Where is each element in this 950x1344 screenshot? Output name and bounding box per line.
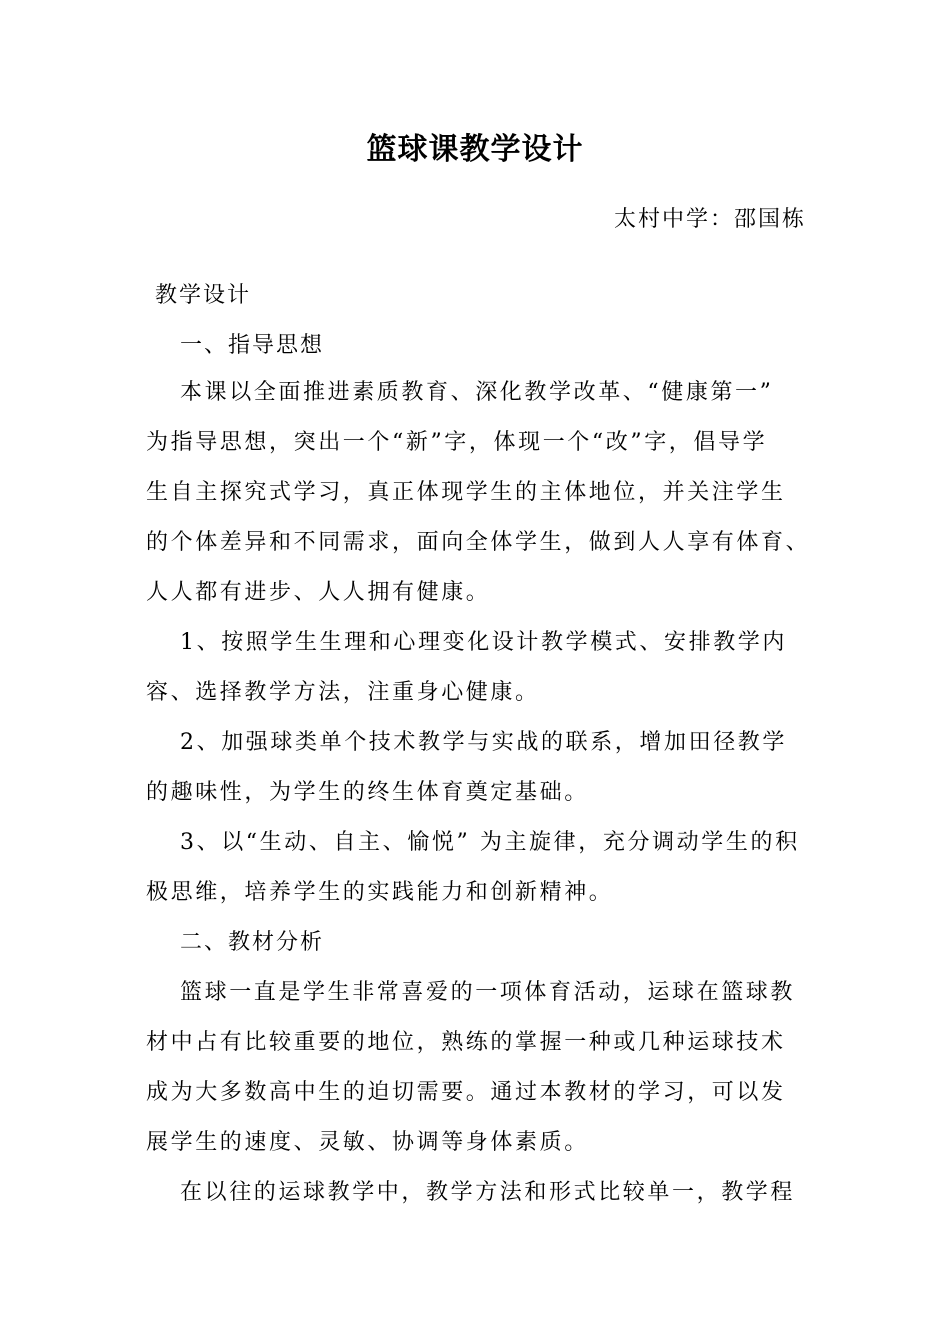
- list-item-line: 2、加强球类单个技术教学与实战的联系，增加田径教学: [180, 730, 787, 755]
- heading-guiding-ideology: 一、指导思想: [180, 333, 325, 358]
- paragraph-line: 展学生的速度、灵敏、协调等身体素质。: [146, 1130, 589, 1155]
- list-item-line: 1、按照学生生理和心理变化设计教学模式、安排教学内: [180, 630, 787, 655]
- document-title: 篮球课教学设计: [366, 132, 584, 167]
- paragraph-line: 材中占有比较重要的地位，熟练的掌握一种或几种运球技术: [146, 1030, 786, 1055]
- paragraph-line: 篮球一直是学生非常喜爱的一项体育活动，运球在篮球教: [180, 980, 796, 1005]
- list-item-line: 极思维，培养学生的实践能力和创新精神。: [146, 880, 614, 905]
- paragraph-line: 人人都有进步、人人拥有健康。: [146, 580, 491, 605]
- section-label: 教学设计: [155, 283, 252, 308]
- paragraph-line: 的个体差异和不同需求，面向全体学生，做到人人享有体育、: [146, 530, 811, 555]
- paragraph-line: 为指导思想，突出一个“新”字，体现一个“改”字，倡导学: [146, 430, 768, 455]
- author-line: 太村中学：邵国栋: [613, 207, 806, 232]
- paragraph-line: 成为大多数高中生的迫切需要。通过本教材的学习，可以发: [146, 1080, 786, 1105]
- list-item-line: 容、选择教学方法，注重身心健康。: [146, 680, 540, 705]
- paragraph-line: 在以往的运球教学中，教学方法和形式比较单一，教学程: [180, 1180, 796, 1205]
- heading-material-analysis: 二、教材分析: [180, 930, 325, 955]
- paragraph-line: 生自主探究式学习，真正体现学生的主体地位，并关注学生: [146, 480, 786, 505]
- paragraph-line: 本课以全面推进素质教育、深化教学改革、“健康第一”: [180, 380, 774, 405]
- list-item-line: 3、以“生动、自主、愉悦” 为主旋律，充分调动学生的积: [180, 830, 800, 855]
- list-item-line: 的趣味性，为学生的终生体育奠定基础。: [146, 780, 589, 805]
